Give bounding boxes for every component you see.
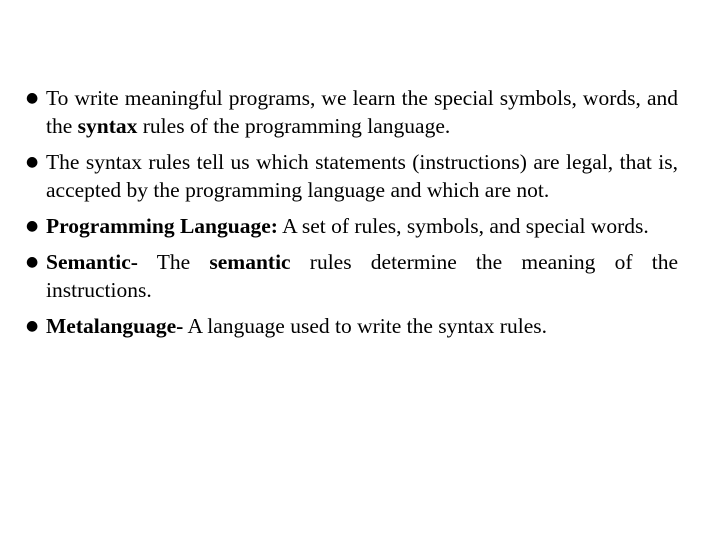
bullet-text [46, 150, 678, 202]
bullet-item [26, 148, 678, 204]
bullet-term-semantic-inline: semantic [209, 250, 291, 274]
bullet-text-segment: The [137, 250, 210, 274]
bullet-term-syntax: syntax [77, 114, 138, 138]
bullet-text-segment: rules of the programming language. [137, 114, 451, 138]
bullet-term-programming-language: Programming Language: [46, 214, 278, 238]
bullet-text-segment: A language used to write the syntax rules. [183, 314, 547, 338]
bullet-term-metalanguage: Metalanguage- [46, 314, 184, 338]
bullet-item [26, 248, 678, 304]
bullet-text-segment: rules determine the meaning of the instructions. [46, 250, 678, 302]
bullet-text-segment: To write meaningful programs, we learn the special symbols, words, and the [46, 86, 678, 138]
bullet-text [46, 314, 547, 338]
bullet-text [46, 250, 678, 302]
bullet-text-segment: The syntax rules tell us which statements (instructions) are legal, that is, accepted by the programming language and which are not. [46, 150, 678, 202]
bullet-term-semantic: Semantic- [46, 250, 138, 274]
bullet-text-segment: A set of rules, symbols, and special words. [277, 214, 649, 238]
bullet-item [26, 212, 678, 240]
bullet-icon: ● [26, 254, 39, 270]
bullet-item [26, 84, 678, 140]
bullet-list [26, 84, 678, 348]
bullet-icon: ● [26, 154, 39, 170]
bullet-icon: ● [26, 90, 39, 106]
bullet-icon: ● [26, 218, 39, 234]
bullet-text [46, 214, 649, 238]
bullet-item [26, 312, 678, 340]
bullet-text [46, 86, 678, 138]
bullet-icon: ● [26, 318, 39, 334]
